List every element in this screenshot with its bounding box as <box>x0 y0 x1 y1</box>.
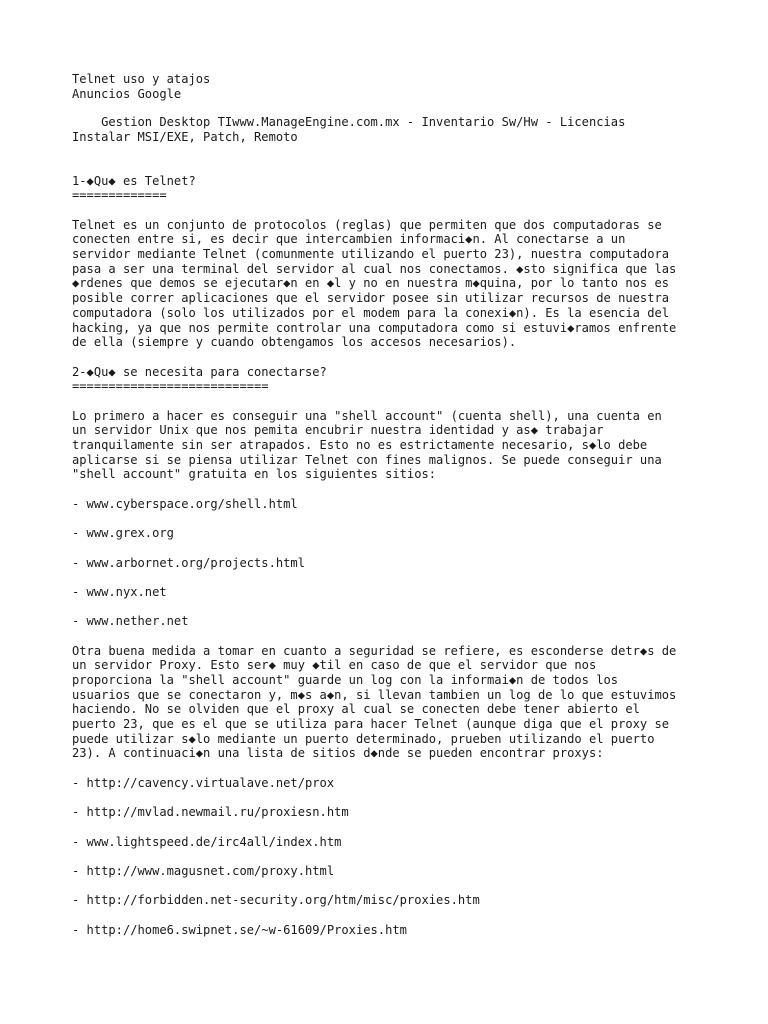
shell-site-link[interactable]: - www.arbornet.org/projects.html <box>72 555 305 570</box>
shell-site-link[interactable]: - www.cyberspace.org/shell.html <box>72 496 298 511</box>
proxy-site-link[interactable]: - www.lightspeed.de/irc4all/index.htm <box>72 834 342 849</box>
shell-site-link[interactable]: - www.nether.net <box>72 614 189 629</box>
section2-heading: 2-◆Qu◆ se necesita para conectarse? <box>72 364 327 379</box>
proxy-site-link[interactable]: - http://forbidden.net-security.org/htm/misc/proxies.htm <box>72 893 480 908</box>
paragraph-line: usuarios que se conectaron y, m◆s a◆n, si llevan tambien un log de lo que estuvimos <box>72 687 677 702</box>
paragraph-line: haciendo. No se olviden que el proxy al cual se conecten debe tener abierto el <box>72 702 640 717</box>
section2-intro-paragraph <box>72 409 712 482</box>
section1-heading: 1-◆Qu◆ es Telnet? <box>72 173 196 188</box>
paragraph-line: puerto 23, que es el que se utiliza para hacer Telnet (aunque diga que el proxy se <box>72 717 670 732</box>
paragraph-line: pasa a ser una terminal del servidor al cual nos conectamos. ◆sto significa que las <box>72 261 677 276</box>
proxy-site-link[interactable]: - http://www.magusnet.com/proxy.html <box>72 863 335 878</box>
paragraph-line: Lo primero a hacer es conseguir una "shell account" (cuenta shell), una cuenta en <box>72 408 662 423</box>
paragraph-line: ◆rdenes que demos se ejecutar◆n en ◆l y no en nuestra m◆quina, por lo tanto nos es <box>72 276 670 291</box>
section1-underline: ============= <box>72 188 167 203</box>
ads-label: Anuncios Google <box>72 86 182 101</box>
proxy-paragraph <box>72 644 712 762</box>
proxy-site-link[interactable]: - http://cavency.virtualave.net/prox <box>72 775 335 790</box>
paragraph-line: 23). A continuaci◆n una lista de sitios d◆nde se pueden encontrar proxys: <box>72 746 604 761</box>
paragraph-line: servidor mediante Telnet (comunmente utilizando el puerto 23), nuestra computadora <box>72 247 670 262</box>
paragraph-line: Otra buena medida a tomar en cuanto a seguridad se refiere, es esconderse detr◆s de <box>72 643 677 658</box>
document-title: Telnet uso y atajos <box>72 72 211 86</box>
paragraph-line: "shell account" gratuita en los siguientes sitios: <box>72 467 437 482</box>
paragraph-line: de ella (siempre y cuando obtengamos los accesos necesarios). <box>72 335 517 350</box>
paragraph-line: proporciona la "shell account" guarde un log con la informai◆n de todos los <box>72 673 619 687</box>
proxy-site-link[interactable]: - http://home6.swipnet.se/~w-61609/Proxies.htm <box>72 922 407 937</box>
paragraph-line: aplicarse si se piensa utilizar Telnet con fines malignos. Se puede conseguir una <box>72 452 662 467</box>
shell-site-link[interactable]: - www.nyx.net <box>72 584 167 599</box>
paragraph-line: posible correr aplicaciones que el servidor posee sin utilizar recursos de nuestra <box>72 291 670 306</box>
section2-underline: =========================== <box>72 379 269 394</box>
paragraph-line: tranquilamente sin ser atrapados. Esto no es estrictamente necesario, s◆lo debe <box>72 438 648 452</box>
section1-paragraph <box>72 218 712 350</box>
shell-site-link[interactable]: - www.grex.org <box>72 526 174 541</box>
paragraph-line: un servidor Unix que nos pemita encubrir nuestra identidad y as◆ trabajar <box>72 423 604 438</box>
paragraph-line: Telnet es un conjunto de protocolos (reglas) que permiten que dos computadoras se <box>72 217 662 232</box>
paragraph-line: computadora (solo los utilizados por el modem para la conexi◆n). Es la esencia del <box>72 305 670 320</box>
paragraph-line: puede utilizar s◆lo mediante un puerto determinado, prueben utilizando el puerto <box>72 731 655 746</box>
ad-line-1[interactable]: Gestion Desktop TIwww.ManageEngine.com.mx - Inventario Sw/Hw - Licencias <box>72 114 626 129</box>
ad-line-2[interactable]: Instalar MSI/EXE, Patch, Remoto <box>72 129 298 144</box>
spacer <box>72 101 712 115</box>
proxy-site-link[interactable]: - http://mvlad.newmail.ru/proxiesn.htm <box>72 805 349 820</box>
paragraph-line: un servidor Proxy. Esto ser◆ muy ◆til en caso de que el servidor que nos <box>72 658 597 673</box>
document-page <box>72 72 712 937</box>
paragraph-line: hacking, ya que nos permite controlar una computadora como si estuvi◆ramos enfrente <box>72 320 677 335</box>
paragraph-line: conecten entre si, es decir que intercambien informaci◆n. Al conectarse a un <box>72 232 626 247</box>
